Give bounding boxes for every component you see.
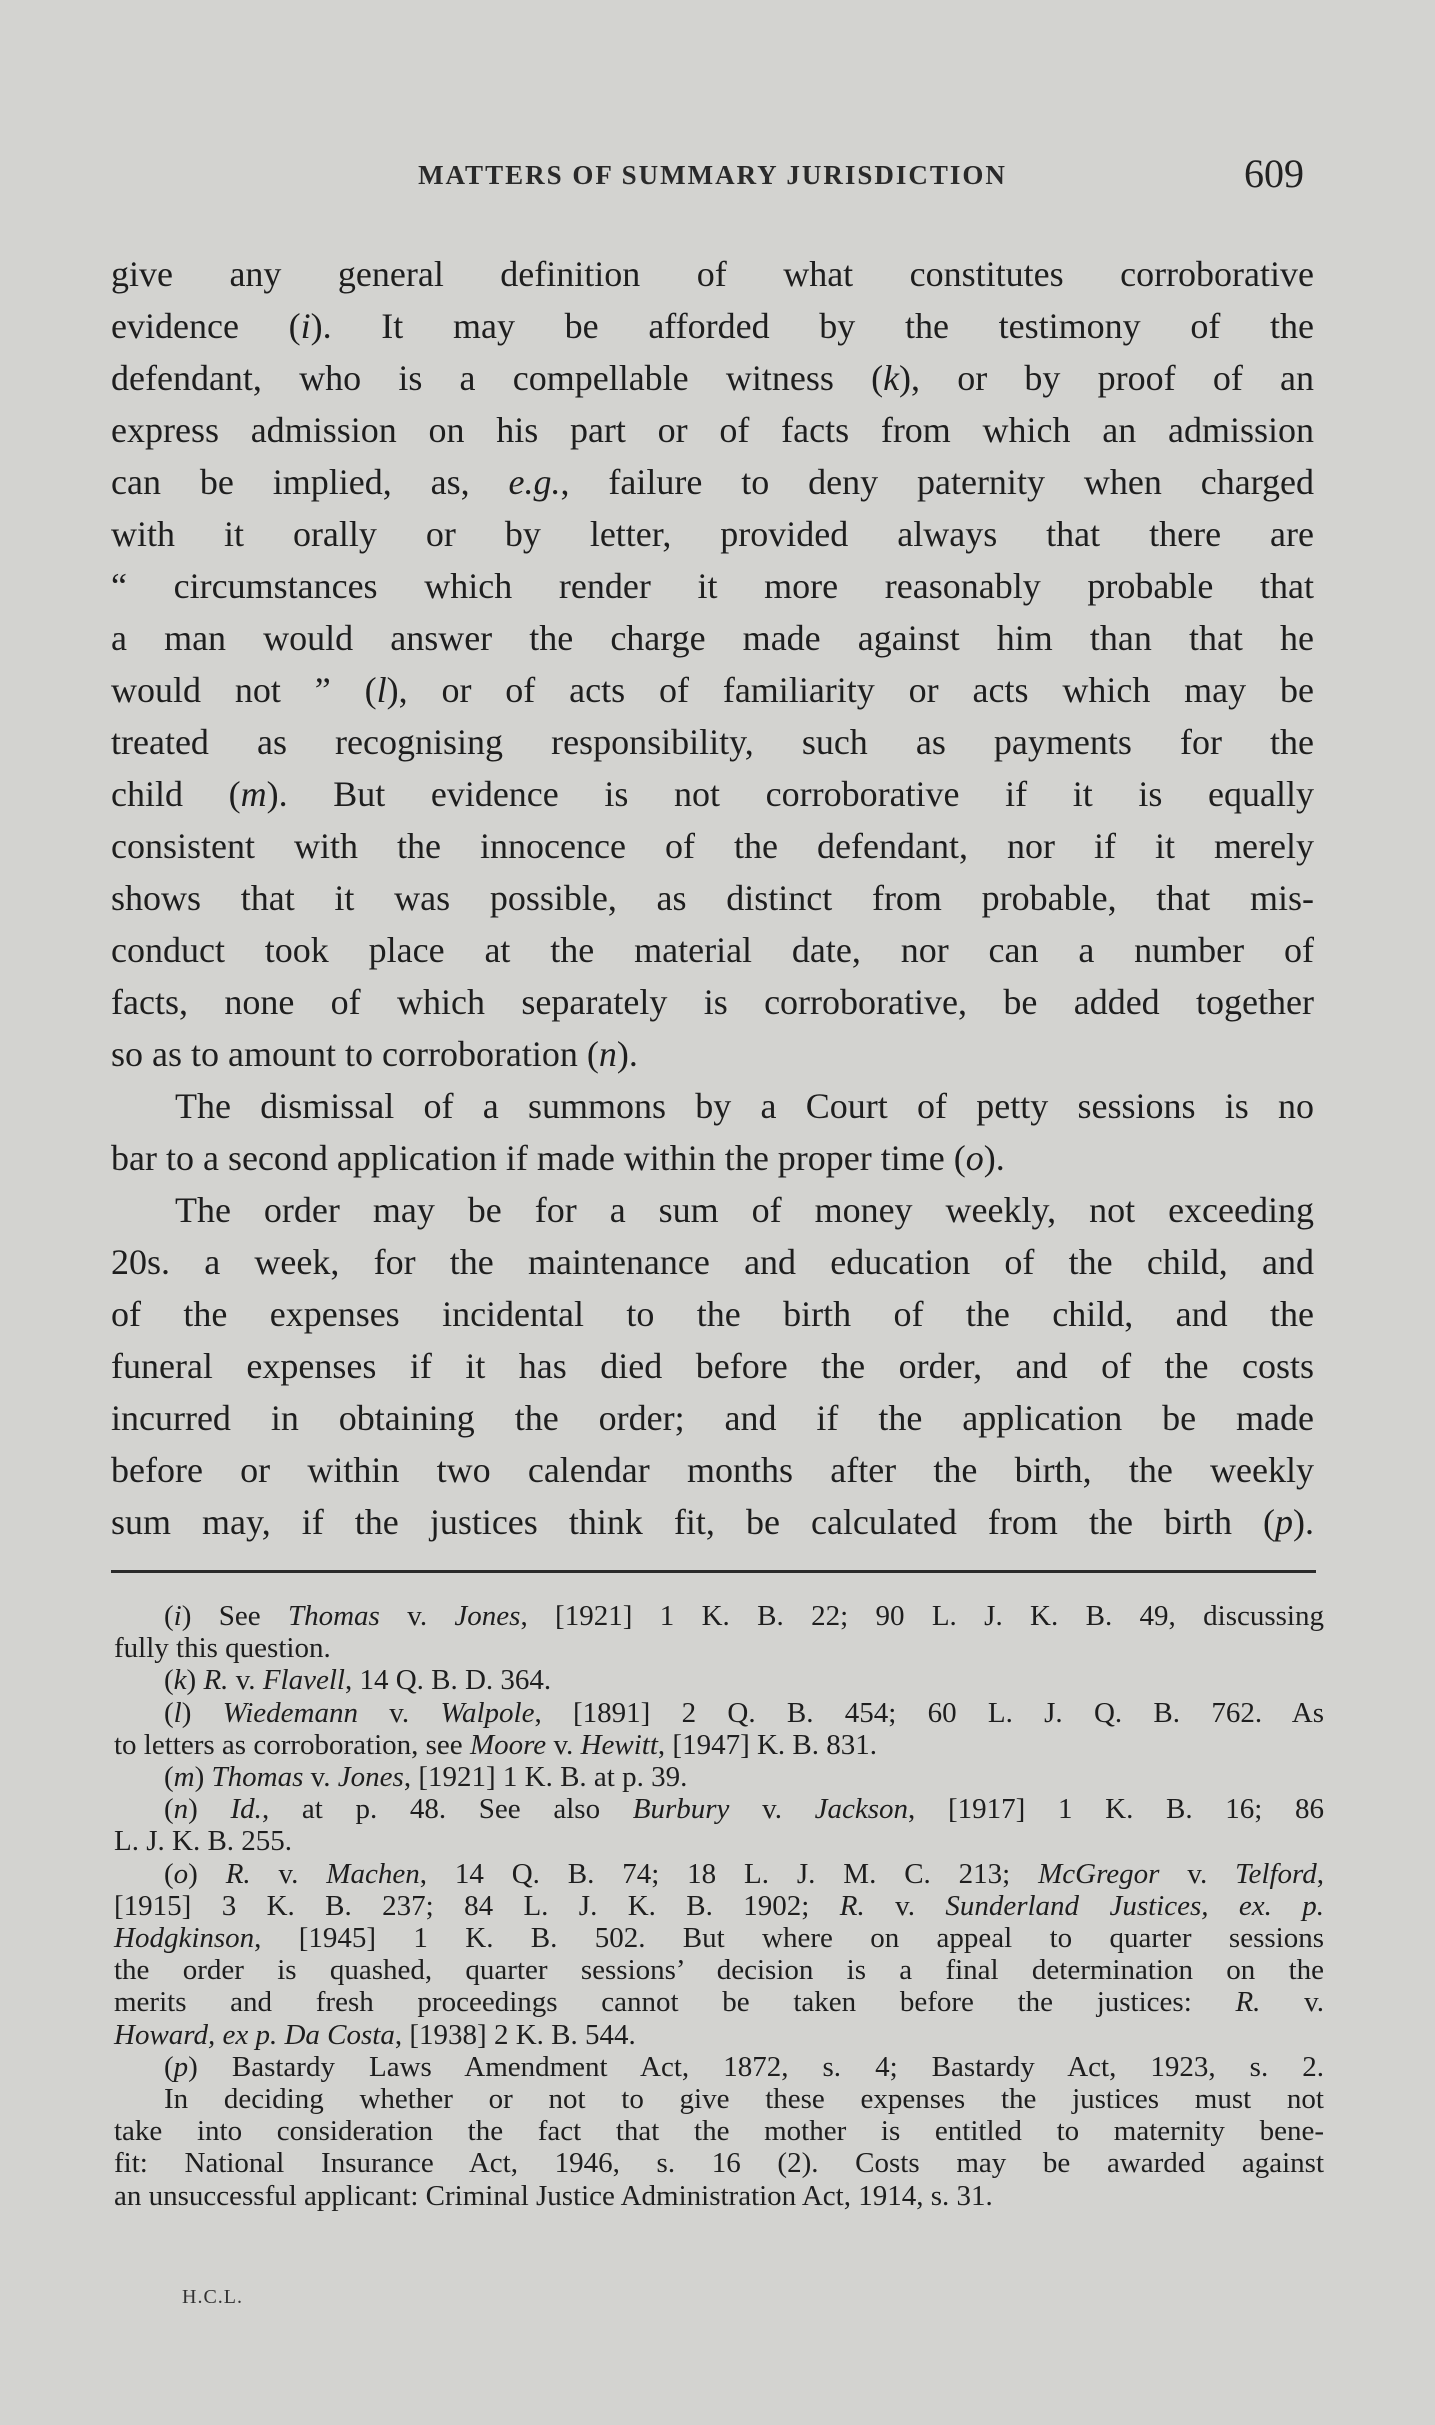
text-segment: ). It may be afforded by the testimony of the <box>310 306 1315 346</box>
italic-text: p <box>1275 1502 1293 1542</box>
footnote-line <box>114 1825 1324 1857</box>
text-segment: The dismissal of a summons by a Court of petty sessions is no <box>175 1086 1314 1126</box>
text-segment: with it orally or by letter, provided always that there are <box>111 514 1314 554</box>
body-line <box>111 1080 1314 1132</box>
body-line <box>111 404 1314 456</box>
text-segment: [1915] 3 K. B. 237; 84 L. J. K. B. 1902; <box>114 1889 840 1922</box>
text-segment: v. <box>303 1761 338 1794</box>
body-line <box>111 1236 1314 1288</box>
footnote-line <box>114 1890 1324 1922</box>
footnote-line <box>114 1729 1324 1761</box>
footnote-line <box>114 1664 1324 1696</box>
body-line <box>111 716 1314 768</box>
body-line <box>111 1496 1314 1548</box>
footnote-divider <box>111 1570 1316 1573</box>
text-segment: v. <box>1260 1986 1324 2019</box>
text-segment: ), or of acts of familiarity or acts which may be <box>386 670 1315 710</box>
italic-text: Walpole <box>440 1696 535 1729</box>
text-segment: , <box>1316 1857 1324 1890</box>
text-segment: so as to amount to corroboration ( <box>111 1034 599 1074</box>
italic-text: n <box>598 1034 617 1074</box>
italic-text: e.g. <box>508 462 561 502</box>
text-segment: the order is quashed, quarter sessions’ decision is a final determination on the <box>114 1954 1324 1987</box>
text-segment: conduct took place at the material date, nor can a number of <box>111 930 1314 970</box>
text-segment: an unsuccessful applicant: Criminal Justice Administration Act, 1914, s. 31. <box>114 2179 993 2212</box>
italic-text: Moore <box>469 1728 547 1761</box>
text-segment: ), or by proof of an <box>899 358 1314 398</box>
italic-text: p <box>173 2050 189 2083</box>
body-text <box>111 248 1314 1548</box>
signature-mark: H.C.L. <box>182 2286 243 2308</box>
text-segment: express admission on his part or of facts from which an admission <box>111 410 1314 450</box>
text-segment: The order may be for a sum of money weekly, not exceeding <box>175 1190 1314 1230</box>
body-line <box>111 612 1314 664</box>
body-line <box>111 300 1314 352</box>
body-line <box>111 456 1314 508</box>
footnote-line <box>114 1986 1324 2018</box>
text-segment: v. <box>864 1889 946 1922</box>
text-segment: , [1891] 2 Q. B. 454; 60 L. J. Q. B. 762. As <box>534 1696 1324 1729</box>
italic-text: R. <box>839 1889 865 1922</box>
italic-text: n <box>173 1793 189 1826</box>
italic-text: Hewitt <box>580 1728 658 1761</box>
text-segment: take into consideration the fact that the mother is entitled to maternity bene- <box>114 2115 1324 2148</box>
text-segment: , [1947] K. B. 831. <box>657 1728 878 1761</box>
text-segment: In deciding whether or not to give these expenses the justices must not <box>164 2083 1324 2116</box>
footnote-line <box>114 2051 1324 2083</box>
italic-text: Telford <box>1235 1857 1317 1890</box>
italic-text: R. <box>1235 1986 1261 2019</box>
text-segment: ). <box>616 1034 638 1074</box>
italic-text: Hodgkinson <box>114 1922 255 1955</box>
footnote-line <box>114 1954 1324 1986</box>
text-segment: , [1938] 2 K. B. 544. <box>394 2018 636 2051</box>
text-segment: consistent with the innocence of the defendant, nor if it merely <box>111 826 1314 866</box>
text-segment: facts, none of which separately is corroborative, be added together <box>111 982 1314 1022</box>
text-segment: ( <box>164 1857 174 1890</box>
italic-text: Wiedemann <box>222 1696 358 1729</box>
italic-text: Id. <box>230 1793 262 1826</box>
text-segment: ( <box>164 1793 174 1826</box>
text-segment: of the expenses incidental to the birth of the child, and the <box>111 1294 1314 1334</box>
text-segment: incurred in obtaining the order; and if the application be made <box>111 1398 1314 1438</box>
footnote-line <box>114 2147 1324 2179</box>
italic-text: o <box>173 1857 189 1890</box>
text-segment: give any general definition of what constitutes corroborative <box>111 254 1314 294</box>
body-line <box>111 1288 1314 1340</box>
body-line <box>111 508 1314 560</box>
text-segment: ) See <box>181 1600 288 1632</box>
footnote-line <box>114 2083 1324 2115</box>
text-segment: ( <box>164 1664 174 1697</box>
footnote-line <box>114 2180 1324 2212</box>
italic-text: Burbury <box>632 1793 730 1826</box>
italic-text: R. <box>203 1664 229 1697</box>
italic-text: Jones <box>337 1761 404 1794</box>
body-line <box>111 976 1314 1028</box>
text-segment: , [1921] 1 K. B. at p. 39. <box>403 1761 688 1794</box>
body-line <box>111 1184 1314 1236</box>
italic-text: i <box>300 306 311 346</box>
text-segment: v. <box>1159 1857 1236 1890</box>
text-segment: , 14 Q. B. 74; 18 L. J. M. C. 213; <box>419 1857 1039 1890</box>
italic-text: McGregor <box>1038 1857 1160 1890</box>
body-line <box>111 1444 1314 1496</box>
text-segment: child ( <box>111 774 241 814</box>
italic-text: R. <box>225 1857 251 1890</box>
text-segment: ( <box>164 2050 174 2083</box>
body-line <box>111 248 1314 300</box>
footnotes <box>114 1600 1324 2212</box>
text-segment: ) Bastardy Laws Amendment Act, 1872, s. 4; Bastardy Act, 1923, s. 2. <box>188 2050 1324 2083</box>
footnote-line <box>114 1632 1324 1664</box>
text-segment: ) <box>186 1664 204 1697</box>
text-segment: evidence ( <box>111 306 301 346</box>
text-segment: can be implied, as, <box>111 462 509 502</box>
text-segment: funeral expenses if it has died before the order, and of the costs <box>111 1346 1314 1386</box>
text-segment: fit: National Insurance Act, 1946, s. 16 (2). Costs may be awarded against <box>114 2147 1324 2180</box>
text-segment: to letters as corroboration, see <box>114 1728 470 1761</box>
italic-text: m <box>240 774 267 814</box>
body-line <box>111 664 1314 716</box>
footnote-line <box>114 2115 1324 2147</box>
text-segment: 20s. a week, for the maintenance and education of the child, and <box>111 1242 1314 1282</box>
text-segment: L. J. K. B. 255. <box>114 1825 293 1858</box>
footnote-line <box>114 1793 1324 1825</box>
italic-text: Thomas <box>211 1761 304 1794</box>
italic-text: Jackson <box>814 1793 909 1826</box>
text-segment: ). <box>1293 1502 1314 1542</box>
italic-text: k <box>173 1664 187 1697</box>
text-segment: v. <box>729 1793 815 1826</box>
body-line <box>111 560 1314 612</box>
italic-text: Thomas <box>287 1600 380 1632</box>
body-line <box>111 820 1314 872</box>
text-segment: , [1945] 1 K. B. 502. But where on appeal to quarter sessions <box>254 1922 1324 1955</box>
italic-text: Howard, ex p. Da Costa <box>114 2018 395 2051</box>
text-segment: v. <box>546 1728 581 1761</box>
footnote-line <box>114 1761 1324 1793</box>
running-title: MATTERS OF SUMMARY JURISDICTION <box>418 160 1007 190</box>
text-segment: fully this question. <box>114 1632 331 1665</box>
italic-text: Sunderland Justices, ex. p. <box>945 1889 1325 1922</box>
italic-text: o <box>965 1138 984 1178</box>
text-segment: sum may, if the justices think fit, be calculated from the birth ( <box>111 1502 1275 1542</box>
text-segment: defendant, who is a compellable witness ( <box>111 358 884 398</box>
text-segment: merits and fresh proceedings cannot be taken before the justices: <box>114 1986 1236 2019</box>
italic-text: k <box>883 358 900 398</box>
text-segment: v. <box>250 1857 327 1890</box>
text-segment: bar to a second application if made within the proper time ( <box>111 1138 966 1178</box>
text-segment: ) <box>194 1761 212 1794</box>
text-segment: v. <box>228 1664 263 1697</box>
text-segment: shows that it was possible, as distinct from probable, that mis- <box>111 878 1314 918</box>
body-line <box>111 768 1314 820</box>
text-segment: v. <box>379 1600 455 1632</box>
italic-text: Machen <box>326 1857 420 1890</box>
body-line <box>111 352 1314 404</box>
text-segment: ) <box>188 1793 231 1826</box>
italic-text: l <box>173 1696 182 1729</box>
page-number: 609 <box>1244 151 1304 196</box>
body-line <box>111 1392 1314 1444</box>
text-segment: , failure to deny paternity when charged <box>560 462 1314 502</box>
footnote-line <box>114 1600 1324 1632</box>
italic-text: i <box>173 1600 182 1632</box>
text-segment: would not ” ( <box>111 670 377 710</box>
italic-text: l <box>376 670 387 710</box>
text-segment: a man would answer the charge made against him than that he <box>111 618 1314 658</box>
body-line <box>111 872 1314 924</box>
text-segment: treated as recognising responsibility, such as payments for the <box>111 722 1314 762</box>
body-line <box>111 1340 1314 1392</box>
italic-text: Jones <box>454 1600 521 1632</box>
text-segment: before or within two calendar months after the birth, the weekly <box>111 1450 1314 1490</box>
text-segment: ( <box>164 1600 174 1632</box>
text-segment: , 14 Q. B. D. 364. <box>344 1664 552 1697</box>
text-segment: , [1917] 1 K. B. 16; 86 <box>908 1793 1324 1826</box>
footnote-line <box>114 1697 1324 1729</box>
text-segment: , [1921] 1 K. B. 22; 90 L. J. K. B. 49, discussing <box>520 1600 1324 1632</box>
text-segment: v. <box>358 1696 441 1729</box>
text-segment: “ circumstances which render it more reasonably probable that <box>111 566 1314 606</box>
body-line <box>111 1028 1314 1080</box>
text-segment: ) <box>181 1696 223 1729</box>
text-segment: , at p. 48. See also <box>261 1793 633 1826</box>
footnote-line <box>114 1922 1324 1954</box>
text-segment: ). <box>983 1138 1005 1178</box>
page-header <box>111 150 1314 200</box>
italic-text: m <box>173 1761 195 1794</box>
text-segment: ( <box>164 1696 174 1729</box>
body-line <box>111 1132 1314 1184</box>
italic-text: Flavell <box>262 1664 345 1697</box>
text-segment: ( <box>164 1761 174 1794</box>
text-segment: ). But evidence is not corroborative if it is equally <box>266 774 1314 814</box>
body-line <box>111 924 1314 976</box>
footnote-line <box>114 2019 1324 2051</box>
footnote-line <box>114 1858 1324 1890</box>
text-segment: ) <box>188 1857 226 1890</box>
